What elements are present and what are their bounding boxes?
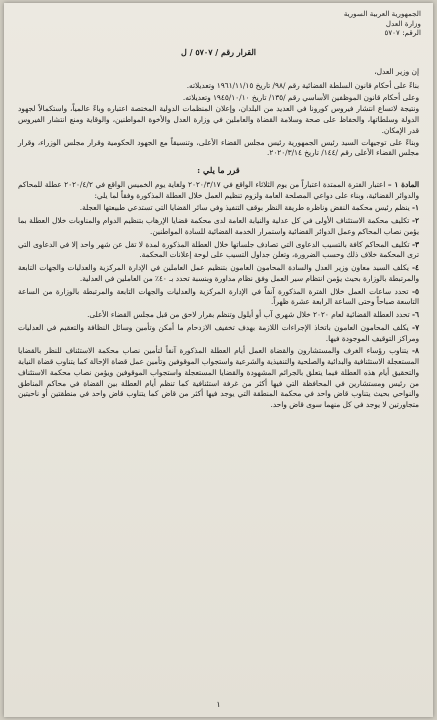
preamble-paragraph: وعلى أحكام قانون الموظفين الأساسي رقم /١٣٥/ تاريخ ١٩٤٥/١٠/١٠ وتعديلاته. — [182, 92, 419, 102]
decree-title: القرار رقم / ٥٧٠٧ / ل — [181, 47, 256, 57]
article-paragraph — [18, 287, 419, 309]
article-number: ٢- — [411, 216, 419, 225]
article-text: ينظم رئيس محكمة النقض وناظره طريقة النظر بوقف التنفيذ وفي سائر القضايا التي تستدعي طبيعتها العجلة. — [79, 203, 410, 213]
article-paragraph — [18, 216, 419, 238]
preamble-paragraph: ونتيجة لاتساع انتشار فيروس كورونا في العديد من البلدان، وإعلان المنظمات الدولية المختصة اعتباره وباءً عالمياً، واستكمالاً لجهود الدولة وسلطاتها، والحفاظ على صحة وسلامة القضاة والعاملين في وزارة العدل والأخوة المواطنين، والوقاية ومنع انتشار الفيروس قدر الإمكان. — [18, 104, 419, 135]
addressee: إن وزير العدل، — [374, 67, 419, 76]
article-number: ٦- — [411, 310, 419, 319]
article-number: ٣- — [411, 239, 419, 249]
article-number: المادة ١ – — [387, 179, 419, 189]
article-paragraph — [18, 346, 419, 411]
article-number: ٥- — [411, 286, 419, 296]
article-number: ٤- — [411, 263, 419, 272]
article-number: ١- — [411, 203, 419, 213]
article-text: تحدد ساعات العمل خلال الفترة المذكورة آنفاً في الإدارة المركزية والعدليات والجهات التابعة والمرتبطة بالوزارة من الساعة التاسعة صباحاً وحتى الساعة الرابعة عشرة ظهراً. — [18, 286, 419, 307]
letterhead-country: الجمهورية العربية السورية — [343, 9, 421, 18]
page-number: ١ — [216, 700, 221, 709]
article-paragraph — [18, 263, 419, 285]
article-text: يكلف المحامون العامون باتخاذ الإجراءات اللازمة بهدف تخفيف الازدحام ما أمكن وتأمين وسائل النظافة والتعقيم في العدليات ومراكز التوقيف الموجودة فيها. — [18, 322, 419, 343]
article-paragraph — [18, 180, 419, 202]
article-text: يتناوب رؤساء الغرف والمستشارون والقضاة العمل أيام العطلة المذكورة آنفاً لتأمين نصاب محكمة الاستئناف للنظر بالقضايا المستعجلة الاستئنافية والبدائية والصلحية والتنفيذية والشرعية واستجواب الموقوفين وتأمين عمل قضاة الإحالة كما يتناوب قضاة النيابة والتحقيق أيام هذه العطلة فيما يتعلق بالجرائم المشهودة والقضايا المستعجلة واستجواب الموقوفين ويؤمن نصاب محكمة الاستئناف من رئيس ومستشارين في المحافظة التي فيها أكثر من غرفة استئنافية كما تنظم أيام العطلة بين القضاة في محاكم المناطق والنواحي بحيث يتناوب قاض واحد في محكمة المنطقة التي يوجد فيها أكثر من قاض كما يتناوب قاض واحد في منطقتين أو ناحيتين متجاورتين لا يوجد في كل منهما سوى قاض واحد. — [18, 346, 419, 409]
article-text: اعتبار الفترة الممتدة اعتباراً من يوم الثلاثاء الواقع في ٢٠٢٠/٣/١٧ ولغاية يوم الخميس الواقع في ٢٠٢٠/٤/٢ عطلة للمحاكم والدوائر القضائية، وبناء على دواعي المصلحة العامة ولزوم تنظيم العمل خلال العطلة المذكورة وفقاً لما يلي: — [18, 179, 419, 200]
article-paragraph — [18, 310, 419, 321]
preamble-paragraph: وبناءً على توجيهات السيد رئيس الجمهورية رئيس مجلس القضاء الأعلى، وتنسيقاً مع الجهود الحكومية وقرار مجلس الوزراء، وقرار مجلس القضاء الأعلى رقم /١٤٤/ تاريخ ٢٠٢٠/٣/١٤. — [18, 137, 419, 158]
article-paragraph — [18, 240, 419, 262]
letterhead — [344, 9, 421, 38]
letterhead-ministry: وزارة العدل — [385, 18, 421, 28]
article-paragraph — [18, 203, 419, 214]
article-number: ٧- — [412, 322, 420, 332]
document-body — [18, 67, 419, 413]
article-text: تكليف محكمة الاستئناف الأولى في كل عدلية والنيابة العامة لدى محكمة قضايا الإرهاب بتنظيم الدوام والمناوبات خلال العطلة بما يؤمن نصاب المحاكم وعمل الدوائر القضائية واستمرار الخدمة القضائية للسادة المواطنين. — [18, 216, 419, 236]
document-page — [4, 3, 433, 717]
article-text: تكليف المحاكم كافة بالتسيب الدعاوى التي تصادف جلساتها خلال العطلة المذكورة لمدة لا تقل عن شهر واحد إلا في الدعاوى التي ترى المحكمة خلاف ذلك وحسب الضرورة، وتعلن جداول التسيب على لوحة إعلانات المحكمة. — [18, 239, 419, 260]
preamble-paragraph: بناءً على أحكام قانون السلطة القضائية رقم /٩٨/ تاريخ ١٩٦١/١١/١٥ وتعديلاته. — [186, 80, 419, 90]
decides-heading: قرر ما يلي : — [197, 165, 240, 175]
article-text: يكلف السيد معاون وزير العدل والسادة المحامون العامون بتنظيم عمل العاملين في الإدارة المركزية والعدليات والجهات التابعة والمرتبطة بالوزارة بحيث يؤمن انتظام سير العمل وفق نظام مداورة وبنسبة تحدد بـ ٤٠٪ من العاملين في العدلية. — [18, 263, 419, 283]
article-text: تحدد العطلة القضائية لعام ٢٠٢٠ خلال شهري آب أو أيلول وتنظم بقرار لاحق من قبل مجلس القضاء الأعلى. — [87, 310, 410, 319]
letterhead-reference: الرقم: ٥٧٠٧ — [384, 28, 421, 37]
article-paragraph — [18, 323, 419, 345]
article-number: ٨- — [411, 346, 419, 356]
